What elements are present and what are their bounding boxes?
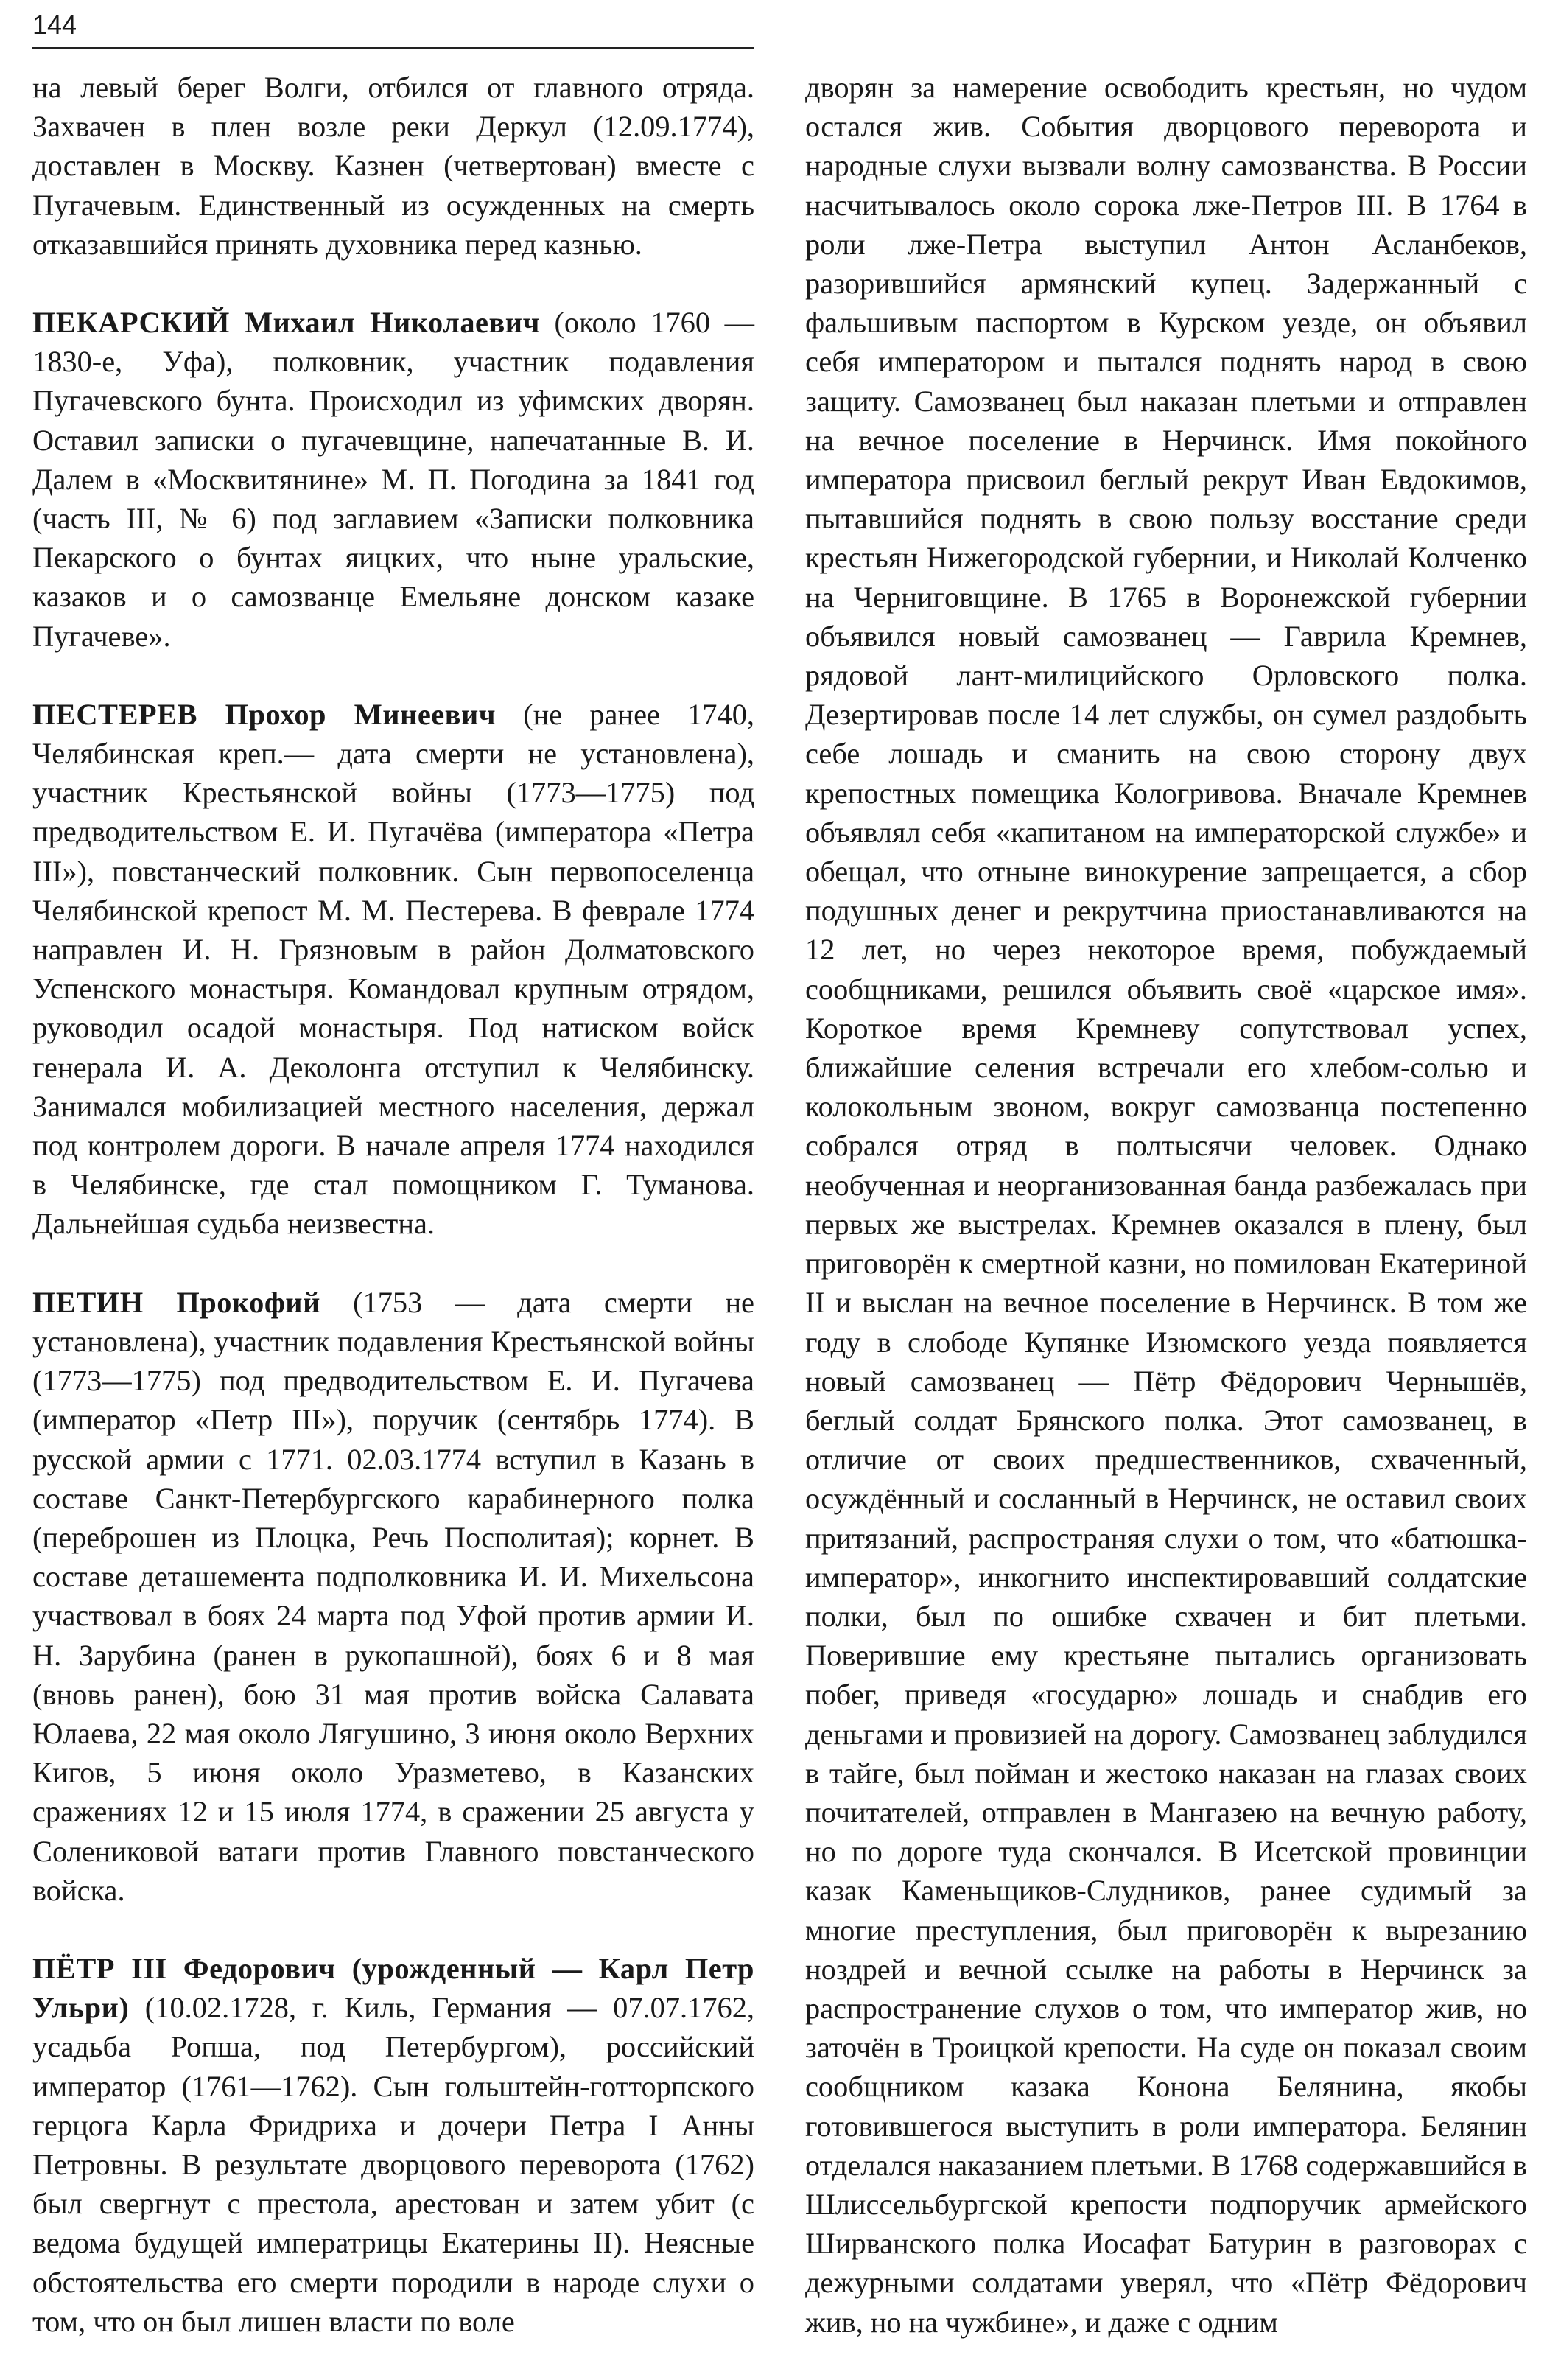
page-number: 144 — [32, 10, 77, 40]
header-rule — [32, 47, 754, 49]
entry-headword: ПЁТР III Федорович (урожденный — Карл Петр Ульри) — [32, 1951, 754, 2025]
entry-paragraph — [32, 695, 754, 1244]
entry-headword: ПЕСТЕРЕВ Прохор Минеевич — [32, 697, 497, 731]
entry-paragraph — [32, 303, 754, 656]
left-column — [32, 68, 754, 2380]
right-column — [805, 68, 1527, 2342]
entry-pekarsky — [32, 303, 754, 656]
entry-headword: ПЕКАРСКИЙ Михаил Николаевич — [32, 306, 540, 340]
entry-text: (не ранее 1740, Челябинская креп.— дата смерти не установлена), участник Крестьянской войны (1773—1775) под предводительством Е. И. Пугачёва (императора «Петра III»), повстанческий полковник. Сын первопоселенца Челябинской крепост М. М. Пестерева. В феврале 1774 направлен И. Н. Грязновым в район Долматовского Успенского монастыря. Командовал крупным отрядом, руководил осадой монастыря. Под натиском войск генерала И. А. Деколонга отступил к Челябинску. Занимался мобилизацией местного населения, держал под контролем дороги. В начале апреля 1774 находился в Челябинске, где стал помощником Г. Туманова. Дальнейшая судьба неизвестна. — [32, 697, 754, 1241]
continued-entry-text: дворян за намерение освободить крестьян, но чудом остался жив. События дворцового переворота и народные слухи вызвали волну самозванства. В России насчитывалось около сорока лже-Петров III. В 1764 в роли лже-Петра выступил Антон Асланбеков, разорившийся армянский купец. Задержанный с фальшивым паспортом в Курском уезде, он объявил себя императором и пытался поднять народ в свою защиту. Самозванец был наказан плетьми и отправлен на вечное поселение в Нерчинск. Имя покойного императора присвоил беглый рекрут Иван Евдокимов, пытавшийся поднять в свою пользу восстание среди крестьян Нижегородской губернии, и Николай Колченко на Черниговщине. В 1765 в Воронежской губернии объявился новый самозванец — Гаврила Кремнев, рядовой лант-милицийского Орловского полка. Дезертировав после 14 лет службы, он сумел раздобыть себе лошадь и сманить на свою сторону двух крепостных помещика Кологривова. Вначале Кремнев объявлял себя «капитаном на императорской службе» и обещал, что отныне винокурение запрещается, а сбор подушных денег и рекрутчина приостанавливаются на 12 лет, но через некоторое время, побуждаемый сообщниками, решился объявить своё «царское имя». Короткое время Кремневу сопутствовал успех, ближайшие селения встречали его хлебом-солью и колокольным звоном, вокруг самозванца постепенно собрался отряд в полтысячи человек. Однако необученная и неорганизованная банда разбежалась при первых же выстрелах. Кремнев оказался в плену, был приговорён к смертной казни, но помилован Екатериной II и выслан на вечное поселение в Нерчинск. В том же году в слободе Купянке Изюмского уезда появляется новый самозванец — Пётр Фёдорович Чернышёв, беглый солдат Брянского полка. Этот самозванец, в отличие от своих предшественников, схваченный, осуждённый и сосланный в Нерчинск, не оставил своих притязаний, распространяя слухи о том, что «батюшка-император», инкогнито инспектировавший солдатские полки, был по ошибке схвачен и бит плетьми. Поверившие ему крестьяне пытались организовать побег, приведя «государю» лошадь и снабдив его деньгами и провизией на дорогу. Самозванец заблудился в тайге, был пойман и жестоко наказан на глазах своих почитателей, отправлен в Мангазею на вечную работу, но по дороге туда скончался. В Исетской провинции казак Каменьщиков-Слудников, ранее судимый за многие преступления, был приговорён к вырезанию ноздрей и вечной ссылке на работы в Нерчинск за распространение слухов о том, что император жив, но заточён в Троицкой крепости. На суде он показал своим сообщником казака Конона Белянина, якобы готовившегося выступить в роли императора. Белянин отделался наказанием плетьми. В 1768 содержавшийся в Шлиссельбургской крепости подпоручик армейского Ширванского полка Иосафат Батурин в разговорах с дежурными солдатами уверял, что «Пётр Фёдорович жив, но на чужбине», и даже с одним — [805, 71, 1527, 2339]
entry-text: (10.02.1728, г. Киль, Германия — 07.07.1762, усадьба Ропша, под Петербургом), российский император (1761—1762). Сын гольштейн-готторпского герцога Карла Фридриха и дочери Петра I Анны Петровны. В результате дворцового переворота (1762) был свергнут с престола, арестован и затем убит (с ведома будущей императрицы Екатерины II). Неясные обстоятельства его смерти породили в народе слухи о том, что он был лишен власти по воле — [32, 1991, 754, 2338]
entry-peter-iii — [32, 1949, 754, 2341]
entry-text: (1753 — дата смерти не установлена), участник подавления Крестьянской войны (1773—1775) под предводительством Е. И. Пугачева (император «Петр III»), поручик (сентябрь 1774). В русской армии с 1771. 02.03.1774 вступил в Казань в составе Санкт-Петербургского карабинерного полка (переброшен из Плоцка, Речь Посполитая); корнет. В составе деташемента подполковника И. И. Михельсона участвовал в боях 24 марта под Уфой против армии И. Н. Зарубина (ранен в рукопашной), боях 6 и 8 мая (вновь ранен), бою 31 мая против войска Салавата Юлаева, 22 мая около Лягушино, 3 июня около Верхних Кигов, 5 июня около Уразметево, в Казанских сражениях 12 и 15 июля 1774, в сражении 25 августа у Солениковой ватаги против Главного повстанческого войска. — [32, 1285, 754, 1907]
entry-text: (около 1760 — 1830-е, Уфа), полковник, участник подавления Пугачевского бунта. Происходил из уфимских дворян. Оставил записки о пугачевщине, напечатанные В. И. Далем в «Москвитянине» М. П. Погодина за 1841 год (часть III, № 6) под заглавием «Записки полковника Пекарского о бунтах яицких, что ныне уральские, казаков и о самозванце Емельяне донском казаке Пугачеве». — [32, 306, 754, 653]
entry-petin — [32, 1283, 754, 1910]
continued-paragraph: на левый берег Волги, отбился от главного отряда. Захвачен в плен возле реки Деркул (12.09.1774), доставлен в Москву. Казнен (четвертован) вместе с Пугачевым. Единственный из осужденных на смерть отказавшийся принять духовника перед казнью. — [32, 71, 754, 261]
entry-pesterev — [32, 695, 754, 1244]
entry-paragraph — [32, 1283, 754, 1910]
entry-paragraph — [32, 1949, 754, 2341]
entry-headword: ПЕТИН Прокофий — [32, 1285, 320, 1319]
